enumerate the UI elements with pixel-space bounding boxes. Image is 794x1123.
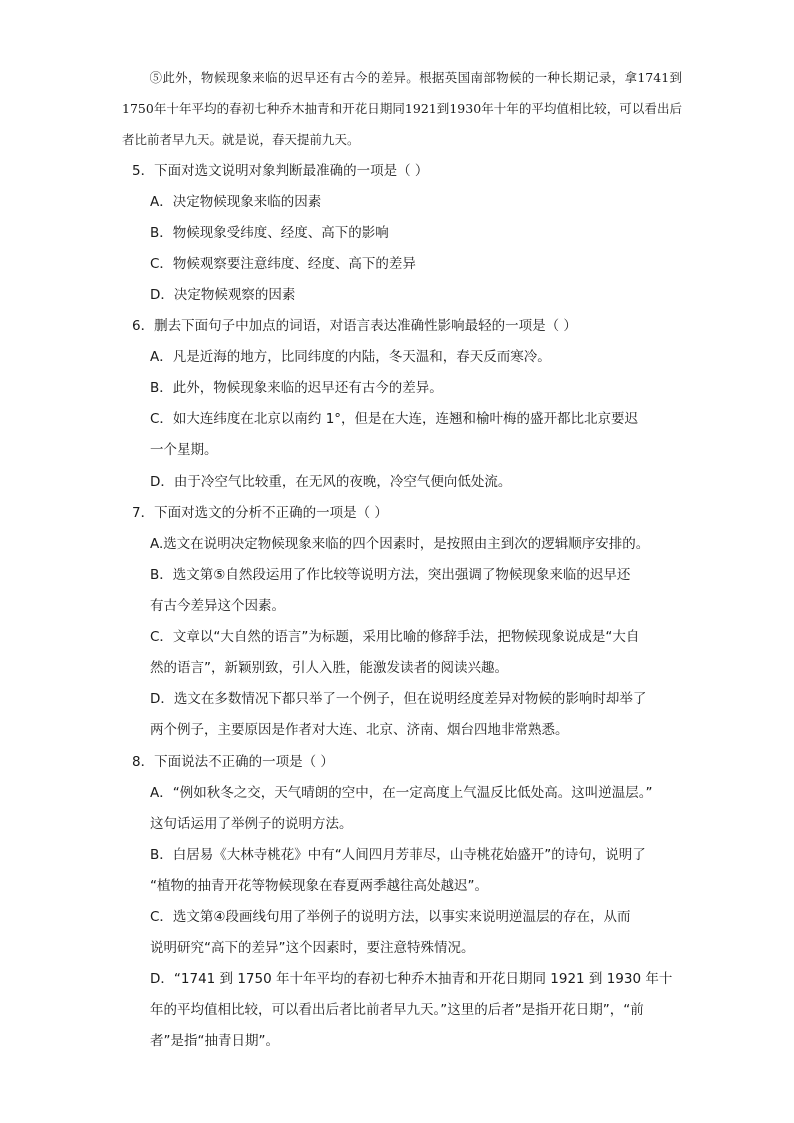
question-5-option-c: C．物候观察要注意纬度、经度、高下的差异 <box>150 256 416 272</box>
question-7-option-b-line-2: 有古今差异这个因素。 <box>150 598 285 614</box>
question-6-option-a: A．凡是近海的地方，比同纬度的内陆，冬天温和，春天反而寒冷。 <box>150 349 551 365</box>
question-5-stem: 5．下面对选文说明对象判断最准确的一项是（ ） <box>132 163 429 179</box>
question-6-stem: 6．删去下面句子中加点的词语，对语言表达准确性影响最轻的一项是（ ） <box>132 318 577 334</box>
question-6-option-b: B．此外，物候现象来临的迟早还有古今的差异。 <box>150 380 443 396</box>
question-8-option-b-line-2: “植物的抽青开花等物候现象在春夏两季越往高处越迟”。 <box>150 878 488 894</box>
question-7-option-c-line-2: 然的语言”，新颖别致，引人入胜，能激发读者的阅读兴趣。 <box>150 660 508 676</box>
question-5-option-d: D．决定物候观察的因素 <box>150 287 296 303</box>
question-5-option-b: B．物候现象受纬度、经度、高下的影响 <box>150 225 389 241</box>
question-8-option-a-line-1: A．“例如秋冬之交，天气晴朗的空中，在一定高度上气温反比低处高。这叫逆温层。” <box>150 785 653 801</box>
question-8-option-c-line-1: C．选文第④段画线句用了举例子的说明方法，以事实来说明逆温层的存在，从而 <box>150 909 631 925</box>
question-7-option-d-line-2: 两个例子，主要原因是作者对大连、北京、济南、烟台四地非常熟悉。 <box>150 722 569 738</box>
question-8-option-a-line-2: 这句话运用了举例子的说明方法。 <box>150 816 353 832</box>
passage-paragraph-5: ⑤此外，物候现象来临的迟早还有古今的差异。根据英国南部物候的一种长期记录，拿1741到1750年十年平均的春初七种乔木抽青和开花日期同1921到1930年十年的平均值相比较，可以看出后者比前者早九天。就是说，春天提前九天。 <box>122 70 682 147</box>
question-8-option-d-line-1: D．“1741 到 1750 年十年平均的春初七种乔木抽青和开花日期同 1921 到 1930 年十 <box>150 971 673 987</box>
question-7-option-c-line-1: C．文章以“大自然的语言”为标题，采用比喻的修辞手法，把物候现象说成是“大自 <box>150 629 640 645</box>
question-6-option-c-line-1: C．如大连纬度在北京以南约 1°，但是在大连，连翘和榆叶梅的盛开都比北京要迟 <box>150 411 639 427</box>
question-8-option-d-line-2: 年的平均值相比较，可以看出后者比前者早九天。”这里的后者”是指开花日期”，“前 <box>150 1002 644 1018</box>
question-6-option-c-line-2: 一个星期。 <box>150 442 218 458</box>
question-7-option-a: A.选文在说明决定物候现象来临的四个因素时，是按照由主到次的逻辑顺序安排的。 <box>150 536 650 552</box>
question-7-stem: 7．下面对选文的分析不正确的一项是（ ） <box>132 505 388 521</box>
question-7-option-d-line-1: D．选文在多数情况下都只举了一个例子，但在说明经度差异对物候的影响时却举了 <box>150 691 647 707</box>
question-5-option-a: A．决定物候现象来临的因素 <box>150 194 322 210</box>
question-7-option-b-line-1: B．选文第⑤自然段运用了作比较等说明方法，突出强调了物候现象来临的迟早还 <box>150 567 631 583</box>
question-6-option-d: D．由于冷空气比较重，在无风的夜晚，冷空气便向低处流。 <box>150 474 512 490</box>
question-8-option-d-line-3: 者”是指“抽青日期”。 <box>150 1033 279 1049</box>
question-8-stem: 8．下面说法不正确的一项是（ ） <box>132 754 334 770</box>
question-8-option-b-line-1: B．白居易《大林寺桃花》中有“人间四月芳菲尽，山寺桃花始盛开”的诗句，说明了 <box>150 847 646 863</box>
question-8-option-c-line-2: 说明研究“高下的差异”这个因素时，要注意特殊情况。 <box>150 940 475 956</box>
